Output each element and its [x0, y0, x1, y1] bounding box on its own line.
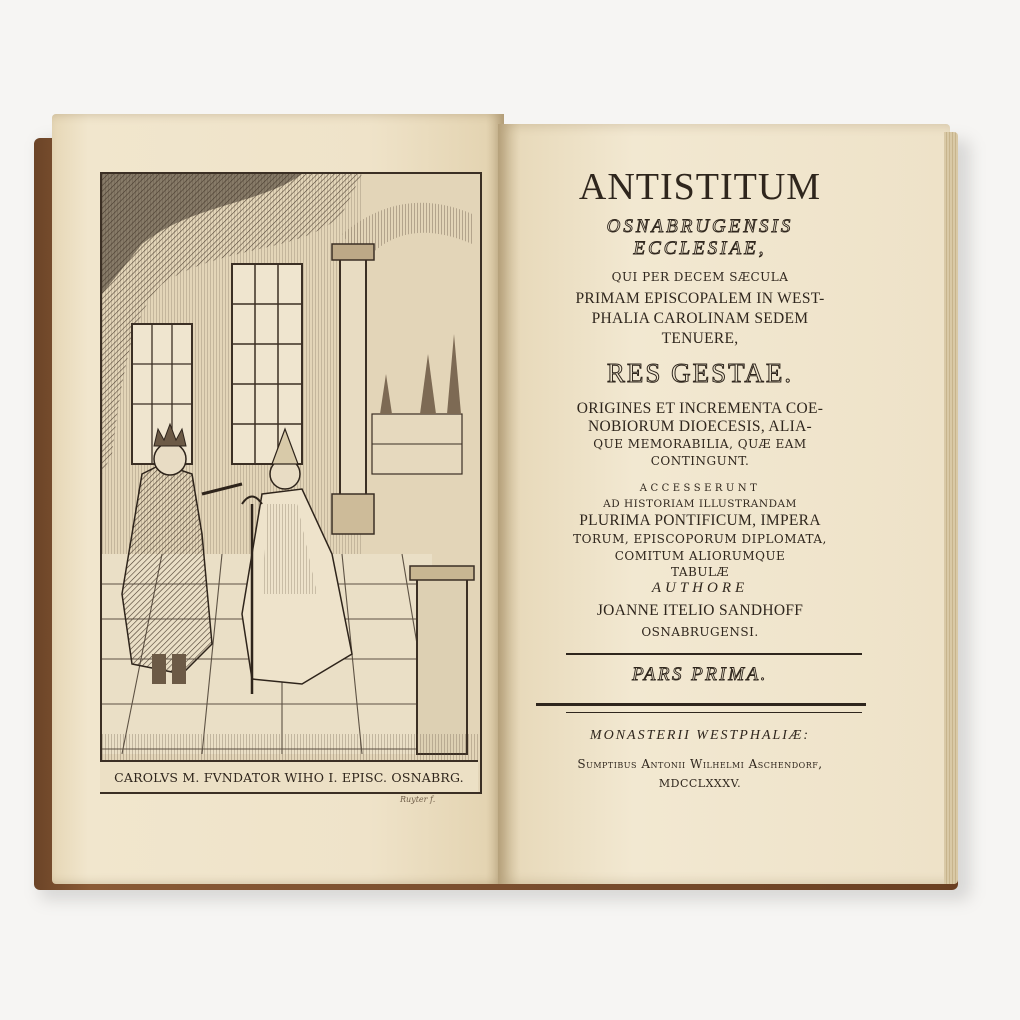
- author-name: JOANNE ITELIO SANDHOFF: [596, 602, 804, 619]
- pars-prima: PARS PRIMA.: [632, 664, 768, 685]
- imprint-publisher: Sumptibus Antonii Wilhelmi Aschendorf,: [577, 757, 823, 771]
- title-line-9: AD HISTORIAM ILLUSTRANDAM: [603, 498, 797, 510]
- title-line-8: CONTINGUNT.: [650, 454, 750, 468]
- authore: AUTHORE: [651, 580, 749, 596]
- title-line-5: ORIGINES ET INCREMENTA COE-: [576, 400, 824, 417]
- pedestal: [417, 574, 467, 754]
- title-line-11: TORUM, EPISCOPORUM DIPLOMATA,: [573, 532, 827, 546]
- title-line-10: PLURIMA PONTIFICUM, IMPERA: [579, 512, 821, 529]
- rule-thin: [566, 712, 862, 713]
- column: [340, 254, 366, 514]
- imprint-year: MDCCLXXXV.: [658, 777, 742, 790]
- engraving-caption: CAROLVS M. FVNDATOR WIHO I. EPISC. OSNABRG.: [100, 760, 478, 792]
- title-line-6: NOBIORUM DIOECESIS, ALIA-: [587, 418, 813, 435]
- title-line-13: TABULÆ: [671, 565, 729, 579]
- title-main: ANTISTITUM: [578, 166, 822, 208]
- engraving-illustration: [102, 174, 480, 792]
- engraver-signature: Ruyter f.: [400, 795, 436, 804]
- title-line-4: TENUERE,: [661, 330, 739, 347]
- title-osnabrugensis: OSNABRUGENSIS: [606, 216, 794, 237]
- imprint-place: MONASTERII WESTPHALIÆ:: [589, 728, 811, 743]
- res-gestae: RES GESTAE.: [606, 358, 794, 388]
- author-origin: OSNABRUGENSI.: [641, 625, 759, 639]
- title-line-7: QUE MEMORABILIA, QUÆ EAM: [593, 437, 807, 451]
- title-ecclesiae: ECCLESIAE,: [633, 238, 767, 259]
- title-line-1: QUI PER DECEM SÆCULA: [611, 270, 789, 284]
- title-line-12: COMITUM ALIORUMQUE: [614, 549, 786, 563]
- frontispiece-engraving: [100, 172, 482, 794]
- accesserunt: ACCESSERUNT: [639, 483, 761, 494]
- page-edges: [944, 132, 958, 884]
- window: [232, 264, 302, 464]
- rule-top: [566, 653, 862, 655]
- title-line-3: PHALIA CAROLINAM SEDEM: [591, 310, 809, 327]
- rule-thick: [536, 703, 866, 706]
- title-line-2: PRIMAM EPISCOPALEM IN WEST-: [575, 290, 825, 307]
